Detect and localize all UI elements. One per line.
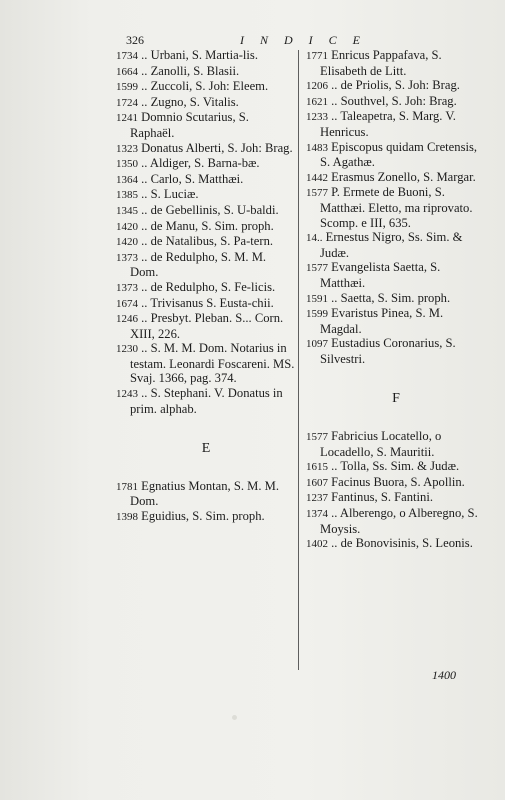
entry-text: .. de Priolis, S. Joh: Brag. xyxy=(331,78,460,93)
entry-year: 1374 xyxy=(306,508,328,521)
entry-year: 1734 xyxy=(116,50,138,62)
entry-year: 1621 xyxy=(306,95,328,108)
entry-year: 1323 xyxy=(116,142,138,155)
entry-year: 1607 xyxy=(306,476,328,489)
entry-year: 1599 xyxy=(116,81,138,94)
entry-year: 1724 xyxy=(116,96,138,109)
entry-year: 14.. xyxy=(306,232,323,245)
entry-text: Donatus Alberti, S. Joh: Brag. xyxy=(141,140,293,155)
index-entry xyxy=(306,336,486,366)
entry-text: .. de Natalibus, S. Pa-tern. xyxy=(141,234,274,249)
paper-blemish xyxy=(232,715,237,720)
index-entry xyxy=(116,509,296,525)
index-entry xyxy=(306,109,486,139)
entry-text: .. Tolla, Ss. Sim. & Judæ. xyxy=(331,459,460,474)
entry-text: Erasmus Zonello, S. Margar. xyxy=(331,169,476,184)
catchword: 1400 xyxy=(432,668,456,682)
entry-year: 1420 xyxy=(116,236,138,249)
page-number: 326 xyxy=(126,33,144,47)
left-column xyxy=(116,48,296,525)
index-entry xyxy=(306,140,486,170)
index-entry xyxy=(116,156,296,172)
entry-year: 1664 xyxy=(116,65,138,78)
entry-year: 1442 xyxy=(306,171,328,184)
index-entry xyxy=(116,311,296,341)
entry-text: .. Alberengo, o Alberegno, S. Moysis. xyxy=(320,506,478,536)
index-entry xyxy=(306,48,486,78)
index-entry xyxy=(306,536,486,552)
left-entries-e xyxy=(116,479,296,525)
entry-text: Evaristus Pinea, S. M. Magdal. xyxy=(320,306,444,336)
index-entry xyxy=(306,506,486,536)
entry-text: .. Saetta, S. Sim. proph. xyxy=(331,290,451,305)
entry-year: 1402 xyxy=(306,538,328,551)
entry-text: .. Presbyt. Pleban. S... Corn. XIII, 226. xyxy=(130,311,284,341)
index-entry xyxy=(116,187,296,203)
index-entry xyxy=(306,185,486,230)
index-entry xyxy=(116,386,296,416)
entry-year: 1674 xyxy=(116,297,138,310)
entry-text: .. Taleapetra, S. Marg. V. Henricus. xyxy=(320,109,456,139)
index-entry xyxy=(116,79,296,95)
entry-text: .. de Redulpho, S. M. M. Dom. xyxy=(130,249,267,280)
index-entry xyxy=(306,260,486,290)
entry-text: Eustadius Coronarius, S. Silvestri. xyxy=(320,336,456,366)
entry-text: .. Trivisanus S. Eusta-chii. xyxy=(141,295,274,310)
entry-year: 1373 xyxy=(116,281,138,294)
index-entry xyxy=(116,48,296,64)
running-title: INDICE xyxy=(240,33,376,47)
index-entry xyxy=(116,479,296,509)
entry-text: Enricus Pappafava, S. Elisabeth de Litt. xyxy=(320,48,442,78)
index-entry xyxy=(116,219,296,235)
entry-text: .. Southvel, S. Joh: Brag. xyxy=(331,93,457,108)
entry-text: .. Zuccoli, S. Joh: Eleem. xyxy=(141,79,269,94)
index-entry xyxy=(306,306,486,336)
entry-text: .. de Manu, S. Sim. proph. xyxy=(141,218,274,233)
entry-year: 1781 xyxy=(116,480,138,493)
right-column xyxy=(306,48,486,552)
entry-text: .. de Bonovisinis, S. Leonis. xyxy=(331,536,473,551)
index-entry xyxy=(306,230,486,260)
entry-year: 1230 xyxy=(116,343,138,356)
index-entry xyxy=(306,490,486,506)
index-entry xyxy=(116,172,296,188)
entry-year: 1373 xyxy=(116,251,138,264)
entry-text: .. Carlo, S. Matthæi. xyxy=(141,171,244,186)
index-entry xyxy=(306,475,486,491)
entry-year: 1345 xyxy=(116,204,138,217)
entry-text: .. Zugno, S. Vitalis. xyxy=(141,94,239,109)
entry-text: Eguidius, S. Sim. proph. xyxy=(141,509,265,524)
entry-text: .. Zanolli, S. Blasii. xyxy=(141,63,240,78)
index-entry xyxy=(116,341,296,386)
entry-text: .. Aldiger, S. Barna-bæ. xyxy=(141,156,260,171)
entry-text: .. S. Stephani. V. Donatus in prim. alphab. xyxy=(130,386,283,416)
index-entry xyxy=(116,141,296,157)
left-entries xyxy=(116,48,296,416)
entry-text: .. de Gebellinis, S. U-baldi. xyxy=(141,202,279,217)
index-entry xyxy=(116,296,296,312)
entry-text: Ernestus Nigro, Ss. Sim. & Judæ. xyxy=(320,230,463,260)
section-heading-f: F xyxy=(392,391,400,407)
entry-year: 1237 xyxy=(306,492,328,505)
right-entries-f xyxy=(306,429,486,552)
index-entry xyxy=(116,95,296,111)
entry-year: 1243 xyxy=(116,388,138,401)
entry-text: Egnatius Montan, S. M. M. Dom. xyxy=(130,478,279,509)
entry-year: 1398 xyxy=(116,511,138,524)
section-heading-e: E xyxy=(201,441,211,457)
index-entry xyxy=(306,429,486,459)
entry-text: P. Ermete de Buoni, S. Matthæi. Eletto, ma riprovato. Scomp. e III, 635. xyxy=(320,185,473,230)
entry-text: .. S. Luciæ. xyxy=(141,187,199,202)
entry-text: Domnio Scutarius, S. Raphaël. xyxy=(130,110,249,140)
entry-year: 1350 xyxy=(116,158,138,171)
entry-year: 1385 xyxy=(116,189,138,202)
entry-year: 1246 xyxy=(116,313,138,326)
entry-text: .. Urbani, S. Martia-lis. xyxy=(141,48,258,62)
page-header xyxy=(120,33,490,49)
index-entry xyxy=(116,203,296,219)
entry-year: 1577 xyxy=(306,187,328,200)
index-entry xyxy=(306,291,486,307)
entry-year: 1577 xyxy=(306,431,328,444)
entry-text: Evangelista Saetta, S. Matthæi. xyxy=(320,260,441,290)
column-divider xyxy=(298,50,299,670)
entry-year: 1483 xyxy=(306,141,328,154)
entry-text: Facinus Buora, S. Apollin. xyxy=(331,474,465,489)
entry-text: .. S. M. M. Dom. Notarius in testam. Leonardi Foscareni. MS. Svaj. 1366, pag. 374. xyxy=(130,341,295,386)
index-entry xyxy=(306,94,486,110)
entry-year: 1599 xyxy=(306,308,328,321)
index-entry xyxy=(306,78,486,94)
entry-text: Fantinus, S. Fantini. xyxy=(331,490,433,505)
entry-year: 1615 xyxy=(306,461,328,474)
entry-year: 1577 xyxy=(306,262,328,275)
index-entry xyxy=(306,170,486,186)
index-entry xyxy=(116,280,296,296)
entry-year: 1233 xyxy=(306,111,328,124)
entry-year: 1097 xyxy=(306,338,328,351)
index-entry xyxy=(116,234,296,250)
index-entry xyxy=(306,459,486,475)
index-entry xyxy=(116,64,296,80)
entry-text: Fabricius Locatello, o Locadello, S. Mauritii. xyxy=(320,429,442,459)
entry-text: Episcopus quidam Cretensis, S. Agathæ. xyxy=(320,139,478,170)
index-entry xyxy=(116,250,296,280)
entry-year: 1420 xyxy=(116,220,138,233)
entry-year: 1771 xyxy=(306,50,328,62)
index-entry xyxy=(116,110,296,140)
entry-year: 1364 xyxy=(116,173,138,186)
entry-year: 1206 xyxy=(306,80,328,93)
right-entries xyxy=(306,48,486,366)
entry-text: .. de Redulpho, S. Fe-licis. xyxy=(141,279,276,294)
entry-year: 1591 xyxy=(306,292,328,305)
entry-year: 1241 xyxy=(116,112,138,125)
